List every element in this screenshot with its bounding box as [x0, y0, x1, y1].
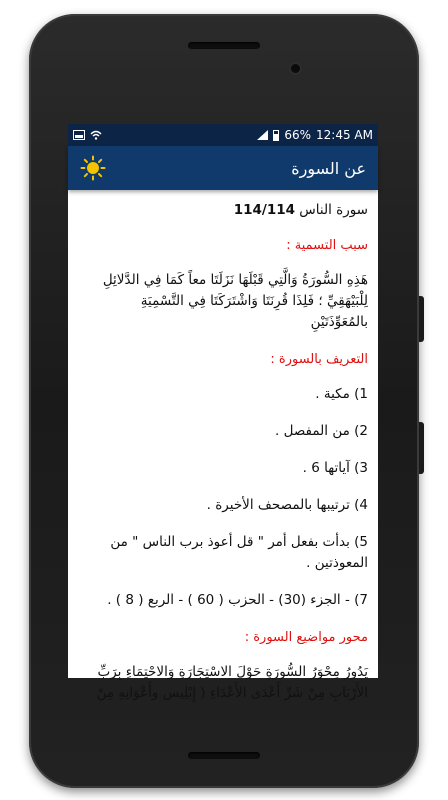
front-camera: [291, 64, 300, 73]
surah-title-line: [80, 200, 368, 221]
volume-button: [419, 296, 424, 342]
sun-icon[interactable]: [80, 155, 106, 181]
point-item: 3) آياتها 6 .: [302, 460, 368, 476]
point-item: 5) بدأت بفعل أمر " قل أعوذ برب الناس " من المعوذتين .: [110, 534, 368, 571]
naming-heading: سبب التسمية :: [286, 238, 368, 253]
battery-percent: 66%: [284, 128, 312, 142]
point-item: 2) من المفصل .: [275, 423, 368, 439]
app-bar: [68, 146, 378, 190]
naming-text: هَذِهِ السُّورَةُ وَالَّتِي قَبْلَهَا نَزَلَتَا معاً كَمَا فِي الدَّلائِلِ لِلْبَيْهَقِيِّ ؛ فَلِذَا قُرِنَتَا وَاشْتَرَكَتَا فِي التَّسْمِيَةِ بالمُعَوِّذَتَيْنِ: [102, 272, 368, 330]
signal-icon: [257, 130, 268, 140]
power-button: [419, 422, 424, 474]
point-item: 7) - الجزء (30) - الحزب ( 60 ) - الربع ( 8 ) .: [107, 592, 368, 608]
wifi-icon: [90, 130, 102, 140]
topics-text: يَدُورُ مِحْوَرُ السُّورَةِ حَوْلَ الاسْتِجَارَةِ وَالاحْتِمَاءِ بِرَبِّ الأَرْبَابِ مِنْ شَرِّ أَعْدَى الأَعْدَاءِ ( إِبْلِيس وأَعْوَانِهِ مِنْ: [96, 664, 368, 701]
status-bar: [68, 124, 378, 146]
page-title: عن السورة: [291, 158, 366, 178]
point-item: 1) مكية .: [315, 386, 368, 402]
surah-info-content: [68, 190, 378, 704]
image-notification-icon: [73, 130, 85, 140]
top-speaker: [188, 42, 260, 49]
screen: [68, 124, 378, 701]
bottom-speaker: [188, 752, 260, 759]
clock: 12:45 AM: [316, 128, 373, 142]
topics-heading: محور مواضيع السورة :: [244, 630, 368, 645]
surah-title: سورة الناس: [299, 202, 368, 218]
definition-heading: التعريف بالسورة :: [270, 352, 368, 367]
battery-icon: [273, 130, 279, 141]
surah-number: 114/114: [233, 202, 295, 218]
point-item: 4) ترتيبها بالمصحف الأخيرة .: [206, 497, 368, 513]
